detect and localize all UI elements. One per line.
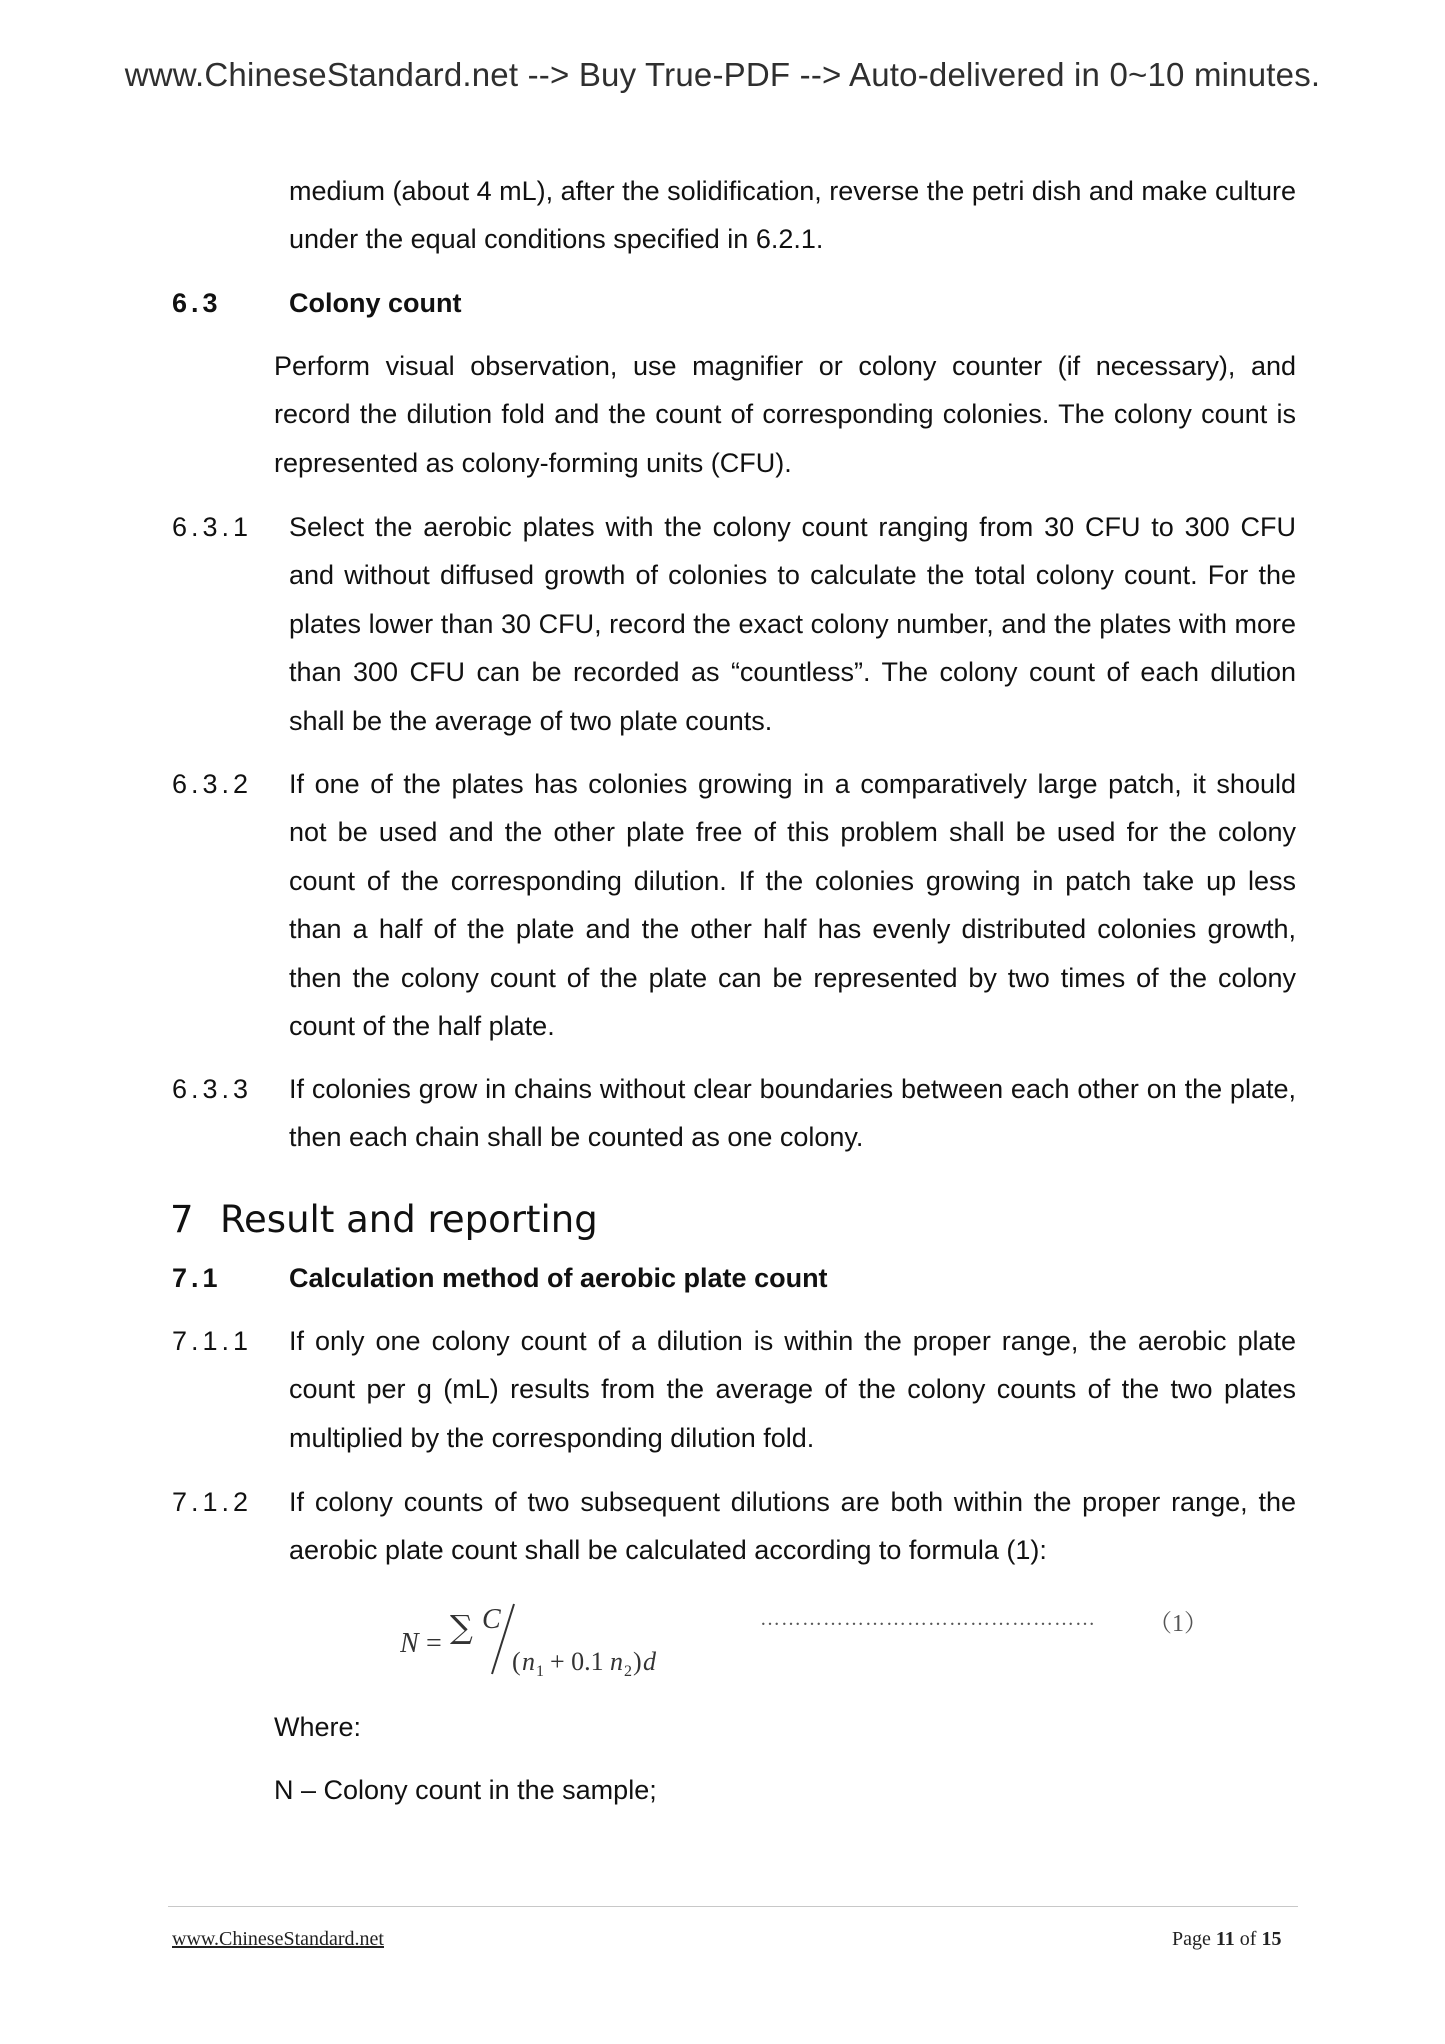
where-definition-n: N – Colony count in the sample; [274,1775,657,1805]
formula-leader-dots: ………………………………………… [760,1608,1096,1630]
formula-n1: n [522,1647,535,1676]
formula-plus: + 0.1 [550,1647,604,1676]
section-body-6-3-2: If one of the plates has colonies growing in a comparatively large patch, it should not be used and the other plate free of this problem shall be used for the colony count of the corresponding dilution. If the colonies growing in patch take up less than a half of the plate and the other half has evenly distributed colonies growth, then the colony count of the plate can be represented by two times of the colony count of the half plate. [289,769,1296,1042]
section-number-6-3: 6.3 [172,288,222,318]
where-label: Where: [274,1712,362,1742]
section-body-7-1-1: If only one colony count of a dilution is within the proper range, the aerobic plate count per g (mL) results from the average of the colony counts of the two plates multiplied by the corresponding dilution fold. [289,1326,1296,1453]
section-number-6-3-3: 6.3.3 [172,1074,253,1104]
section-number-6-3-2: 6.3.2 [172,769,253,799]
section-number-7-1-1: 7.1.1 [172,1326,253,1356]
footer-divider [168,1906,1298,1907]
section-number-6-3-1: 6.3.1 [172,512,253,542]
section-title-7-1: Calculation method of aerobic plate count [289,1263,828,1293]
section-body-6-3: Perform visual observation, use magnifier or colony counter (if necessary), and record the dilution fold and the count of corresponding colonies. The colony count is represented as colony-forming units (CFU). [274,351,1296,478]
formula-lhs: N [400,1628,419,1659]
formula-n1-subscript: 1 [536,1663,544,1680]
header-banner[interactable]: www.ChineseStandard.net --> Buy True-PDF --> Auto-delivered in 0~10 minutes. [124,56,1321,93]
formula-equals: = [426,1628,442,1659]
section-body-6-3-1: Select the aerobic plates with the colony count ranging from 30 CFU to 300 CFU and without diffused growth of colonies to calculate the total colony count. For the plates lower than 30 CFU, record the exact colony number, and the plates with more than 300 CFU can be recorded as “countless”. The colony count of each dilution shall be the average of two plate counts. [289,512,1296,736]
formula-n2-subscript: 2 [624,1663,632,1680]
formula-numerator: C [482,1604,501,1635]
page-label: Page [1172,1928,1211,1950]
section-number-7-1-2: 7.1.2 [172,1487,253,1517]
page-of: of [1239,1928,1257,1950]
formula-open-paren: ( [512,1647,521,1676]
page-current: 11 [1215,1928,1235,1950]
formula-n2: n [610,1647,623,1676]
chapter-title: Result and reporting [220,1198,598,1241]
formula-1 [400,1592,700,1682]
footer-site-link[interactable]: www.ChineseStandard.net [172,1928,384,1950]
chapter-heading-7 [170,1198,598,1241]
formula-number: （1） [1148,1611,1208,1637]
section-body-7-1-2: If colony counts of two subsequent dilutions are both within the proper range, the aerobic plate count shall be calculated according to formula (1): [289,1487,1296,1566]
page-total: 15 [1261,1928,1282,1950]
formula-d: d [643,1647,656,1676]
formula-graphic [400,1592,700,1682]
section-number-7-1: 7.1 [172,1263,222,1293]
section-title-6-3: Colony count [289,288,462,318]
formula-close-paren: ) [633,1647,642,1676]
formula-sigma: ∑ [450,1608,473,1646]
continuation-paragraph: medium (about 4 mL), after the solidification, reverse the petri dish and make culture under the equal conditions specified in 6.2.1. [289,176,1296,255]
footer-page-number [1172,1928,1281,1951]
section-body-6-3-3: If colonies grow in chains without clear boundaries between each other on the plate, then each chain shall be counted as one colony. [289,1074,1296,1153]
chapter-number: 7 [170,1198,194,1241]
